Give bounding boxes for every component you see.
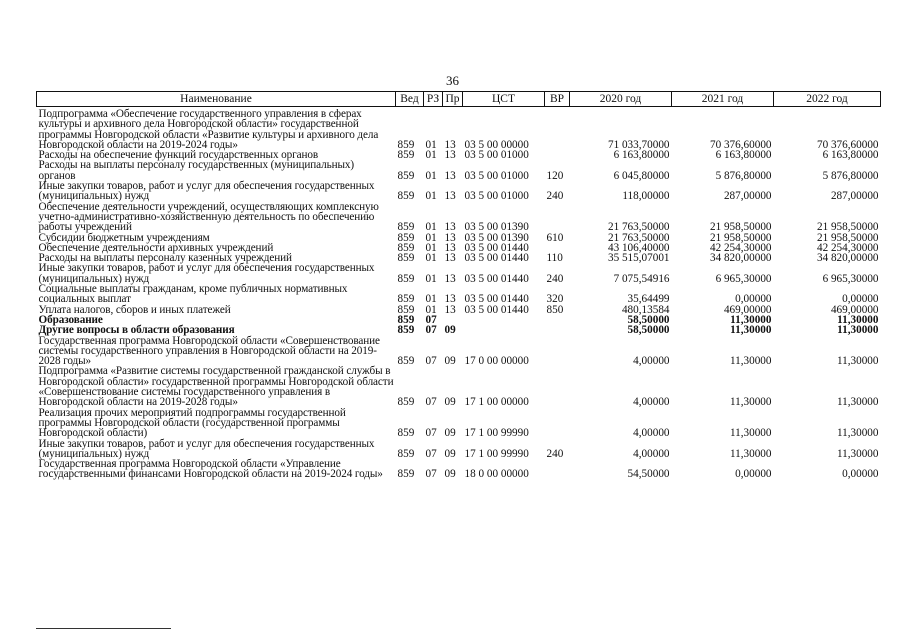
row-vr: 240: [546, 272, 564, 285]
row-name: Иные закупки товаров, работ и услуг для обеспечения государственных (муниципальных) нужд: [38, 262, 375, 285]
row-amount-2020: 71 033,70000: [607, 138, 670, 151]
row-vr: [545, 150, 570, 160]
footnote-rule: [36, 628, 171, 629]
row-cst: 03 5 00 01390: [464, 221, 529, 234]
row-ved: 859: [397, 241, 415, 254]
row-cst: 03 5 00 01390: [464, 231, 529, 244]
row-ved: 859: [397, 190, 415, 203]
row-rz: 01: [425, 149, 437, 162]
row-amount-2020: 480,13584: [621, 303, 670, 316]
row-amount-2022: 6 965,30000: [822, 272, 879, 285]
table-row: [37, 202, 881, 233]
row-amount-2021: 34 820,00000: [709, 252, 772, 265]
row-amount-2022: 0,00000: [842, 293, 879, 306]
row-name: Социальные выплаты гражданам, кроме публичных нормативных социальных выплат: [38, 283, 348, 306]
row-cst: 03 5 00 01000: [464, 149, 529, 162]
row-rz: 07: [425, 396, 437, 409]
row-name: Подпрограмма «Развитие системы государственной гражданской службы в Новгородской области» государственной программы Новгородской области «Совершенствование системы государственного управления в Новгородской области на 2019-2028 годы»: [38, 365, 394, 409]
row-vr: [545, 336, 570, 367]
row-pr: 13: [444, 221, 456, 234]
row-cst: 18 0 00 00000: [464, 468, 529, 481]
row-rz: 07: [425, 427, 437, 440]
row-vr: [545, 325, 570, 335]
row-ved: 859: [397, 396, 415, 409]
row-amount-2021: 42 254,30000: [709, 241, 772, 254]
row-vr: [545, 366, 570, 407]
row-vr: 240: [546, 190, 564, 203]
row-cst: 17 1 00 00000: [464, 396, 529, 409]
row-ved: 859: [397, 355, 415, 368]
row-amount-2021: 6 965,30000: [715, 272, 772, 285]
row-amount-2020: 35,64499: [627, 293, 670, 306]
row-vr: 610: [546, 231, 564, 244]
row-cst: 17 1 00 99990: [464, 447, 529, 460]
row-pr: 13: [444, 272, 456, 285]
row-amount-2022: 42 254,30000: [816, 241, 879, 254]
table-header-row: [37, 92, 881, 107]
row-amount-2021: 0,00000: [735, 468, 772, 481]
row-amount-2020: 58,50000: [627, 324, 670, 337]
row-vr: 110: [546, 252, 563, 265]
row-amount-2021: 21 958,50000: [709, 221, 772, 234]
row-vr: [545, 315, 570, 325]
row-name: Обеспечение деятельности учреждений, осуществляющих комплексную учетно-административно-хозяйственную деятельность по обеспечению работы учреждений: [38, 200, 379, 234]
row-amount-2021: 0,00000: [735, 293, 772, 306]
row-amount-2022: 11,30000: [837, 324, 879, 337]
row-pr: 09: [444, 355, 456, 368]
row-amount-2021: 11,30000: [730, 313, 772, 326]
row-ved: 859: [397, 221, 415, 234]
row-name: Иные закупки товаров, работ и услуг для обеспечения государственных (муниципальных) нужд: [38, 180, 375, 203]
row-rz: 01: [425, 252, 437, 265]
row-cst: [463, 325, 545, 335]
row-amount-2022: 21 958,50000: [816, 221, 879, 234]
row-ved: 859: [397, 303, 415, 316]
row-rz: 01: [425, 221, 437, 234]
header-pr: Пр: [443, 92, 463, 107]
row-name: Образование: [38, 313, 103, 326]
row-amount-2022: 34 820,00000: [816, 252, 879, 265]
row-pr: 09: [444, 447, 456, 460]
row-cst: [463, 315, 545, 325]
row-rz: 07: [425, 447, 437, 460]
row-amount-2020: 21 763,50000: [607, 231, 670, 244]
row-cst: 03 5 00 01440: [464, 293, 529, 306]
row-rz: 01: [425, 293, 437, 306]
row-pr: 09: [444, 396, 456, 409]
header-2021: 2021 год: [672, 92, 774, 107]
row-cst: 03 5 00 01440: [464, 252, 529, 265]
row-name: Расходы на выплаты персоналу государственных (муниципальных) органов: [38, 159, 355, 182]
row-amount-2020: 43 106,40000: [607, 241, 670, 254]
row-amount-2020: 35 515,07001: [607, 252, 670, 265]
row-ved: 859: [397, 252, 415, 265]
row-rz: 01: [425, 169, 437, 182]
row-amount-2021: 11,30000: [729, 396, 772, 409]
row-ved: 859: [397, 468, 415, 481]
row-amount-2022: 5 876,80000: [822, 169, 879, 182]
row-cst: 03 5 00 01000: [464, 169, 529, 182]
row-amount-2022: 11,30000: [837, 313, 879, 326]
row-amount-2021: 70 376,60000: [709, 138, 772, 151]
row-name: Иные закупки товаров, работ и услуг для обеспечения государственных (муниципальных) нужд: [38, 437, 375, 460]
row-pr: 09: [444, 324, 456, 337]
row-rz: 07: [425, 468, 437, 481]
table-row: [37, 325, 881, 335]
row-ved: 859: [397, 272, 415, 285]
table-row: [37, 459, 881, 480]
row-amount-2021: 5 876,80000: [715, 169, 772, 182]
table-row: [37, 181, 881, 202]
row-vr: [545, 408, 570, 439]
row-name: Расходы на обеспечение функций государственных органов: [38, 149, 319, 162]
row-vr: 120: [546, 169, 564, 182]
row-pr: 13: [444, 252, 456, 265]
header-cst: ЦСТ: [463, 92, 545, 107]
row-name: Подпрограмма «Обеспечение государственного управления в сферах культуры и архивного дела Новгородской области» государственной программы Новгородской области «Развитие культуры и архивного дела Новгородской области на 2019-2024 годы»: [38, 108, 379, 151]
row-name: Реализация прочих мероприятий подпрограммы государственной программы Новгородской области (государственной программы Новгородской области): [38, 406, 346, 440]
row-name: Уплата налогов, сборов и иных платежей: [38, 303, 231, 316]
row-amount-2021: 6 163,80000: [715, 149, 772, 162]
row-ved: 859: [397, 313, 415, 326]
table-row: [37, 263, 881, 284]
row-amount-2022: 21 958,50000: [816, 231, 879, 244]
header-vr: ВР: [545, 92, 570, 107]
row-amount-2022: 11,30000: [836, 355, 879, 368]
row-rz: 01: [425, 303, 437, 316]
row-amount-2022: 11,30000: [836, 396, 879, 409]
header-2020: 2020 год: [570, 92, 672, 107]
row-amount-2022: 70 376,60000: [816, 138, 879, 151]
table-row: [37, 107, 881, 151]
row-rz: 01: [425, 231, 437, 244]
row-amount-2020: 4,00000: [633, 447, 670, 460]
table-body: [37, 107, 881, 480]
table-row: [37, 366, 881, 407]
row-rz: 01: [425, 241, 437, 254]
table-row: [37, 284, 881, 305]
row-cst: 17 0 00 00000: [464, 355, 529, 368]
row-pr: 13: [444, 231, 456, 244]
row-vr: [545, 459, 570, 480]
row-amount-2020: 21 763,50000: [607, 221, 670, 234]
row-amount-2020: 58,50000: [627, 313, 670, 326]
row-vr: [545, 107, 570, 151]
row-ved: 859: [397, 231, 415, 244]
row-pr: 13: [444, 138, 456, 151]
row-vr: 850: [546, 303, 564, 316]
row-ved: 859: [397, 293, 415, 306]
row-amount-2020: 4,00000: [633, 396, 670, 409]
row-pr: 13: [444, 293, 456, 306]
row-amount-2020: 4,00000: [633, 355, 670, 368]
row-amount-2022: 287,00000: [830, 190, 879, 203]
row-cst: 03 5 00 01000: [464, 190, 529, 203]
row-ved: 859: [397, 447, 415, 460]
table-row: [37, 336, 881, 367]
row-cst: 03 5 00 01440: [464, 272, 529, 285]
header-rz: РЗ: [424, 92, 443, 107]
row-name: Субсидии бюджетным учреждениям: [38, 231, 210, 244]
budget-table: [36, 91, 881, 480]
page-number: 36: [446, 73, 459, 88]
row-rz: 01: [425, 272, 437, 285]
header-name: Наименование: [37, 92, 396, 107]
row-vr: 240: [546, 447, 564, 460]
row-name: Государственная программа Новгородской области «Управление государственными финансами Новгородской области на 2019-2024 годы»: [38, 458, 383, 481]
row-pr: 13: [444, 169, 456, 182]
row-rz: 01: [425, 190, 437, 203]
row-amount-2021: 11,30000: [730, 324, 772, 337]
row-pr: 13: [444, 303, 456, 316]
row-name: Обеспечение деятельности архивных учреждений: [38, 241, 274, 254]
row-amount-2020: 7 075,54916: [613, 272, 670, 285]
row-amount-2021: 469,00000: [723, 303, 772, 316]
row-amount-2020: 6 045,80000: [613, 169, 670, 182]
row-ved: 859: [397, 427, 415, 440]
row-cst: 03 5 00 01440: [464, 241, 529, 254]
row-amount-2022: 11,30000: [836, 447, 879, 460]
row-ved: 859: [397, 138, 415, 151]
row-cst: 03 5 00 00000: [464, 138, 529, 151]
row-amount-2022: 0,00000: [842, 468, 879, 481]
row-pr: 09: [444, 427, 456, 440]
row-ved: 859: [397, 169, 415, 182]
row-rz: 07: [425, 313, 437, 326]
row-amount-2022: 11,30000: [836, 427, 879, 440]
row-amount-2022: 469,00000: [830, 303, 879, 316]
table-row: [37, 160, 881, 181]
row-ved: 859: [397, 149, 415, 162]
row-amount-2022: 6 163,80000: [822, 149, 879, 162]
row-pr: 09: [444, 468, 456, 481]
row-rz: 07: [425, 324, 437, 337]
row-name: Расходы на выплаты персоналу казенных учреждений: [38, 252, 292, 265]
row-amount-2020: 6 163,80000: [613, 149, 670, 162]
row-amount-2020: 54,50000: [627, 468, 670, 481]
row-pr: 13: [444, 149, 456, 162]
row-name: Другие вопросы в области образования: [38, 324, 235, 337]
row-cst: 17 1 00 99990: [464, 427, 529, 440]
row-ved: 859: [397, 324, 415, 337]
header-ved: Вед: [396, 92, 424, 107]
row-cst: 03 5 00 01440: [464, 303, 529, 316]
row-vr: 320: [546, 293, 564, 306]
row-rz: 01: [425, 138, 437, 151]
row-rz: 07: [425, 355, 437, 368]
row-name: Государственная программа Новгородской области «Совершенствование системы государственного управления в Новгородской области на 2019-2028 годы»: [38, 334, 380, 368]
row-amount-2021: 21 958,50000: [709, 231, 772, 244]
row-amount-2020: 4,00000: [633, 427, 670, 440]
row-amount-2021: 11,30000: [729, 355, 772, 368]
header-2022: 2022 год: [774, 92, 881, 107]
table-row: [37, 408, 881, 439]
row-amount-2021: 287,00000: [723, 190, 772, 203]
table-row: [37, 439, 881, 460]
row-amount-2021: 11,30000: [729, 447, 772, 460]
row-vr: [545, 202, 570, 233]
row-pr: 13: [444, 241, 456, 254]
row-pr: 13: [444, 190, 456, 203]
row-amount-2020: 118,00000: [622, 190, 670, 203]
row-amount-2021: 11,30000: [729, 427, 772, 440]
